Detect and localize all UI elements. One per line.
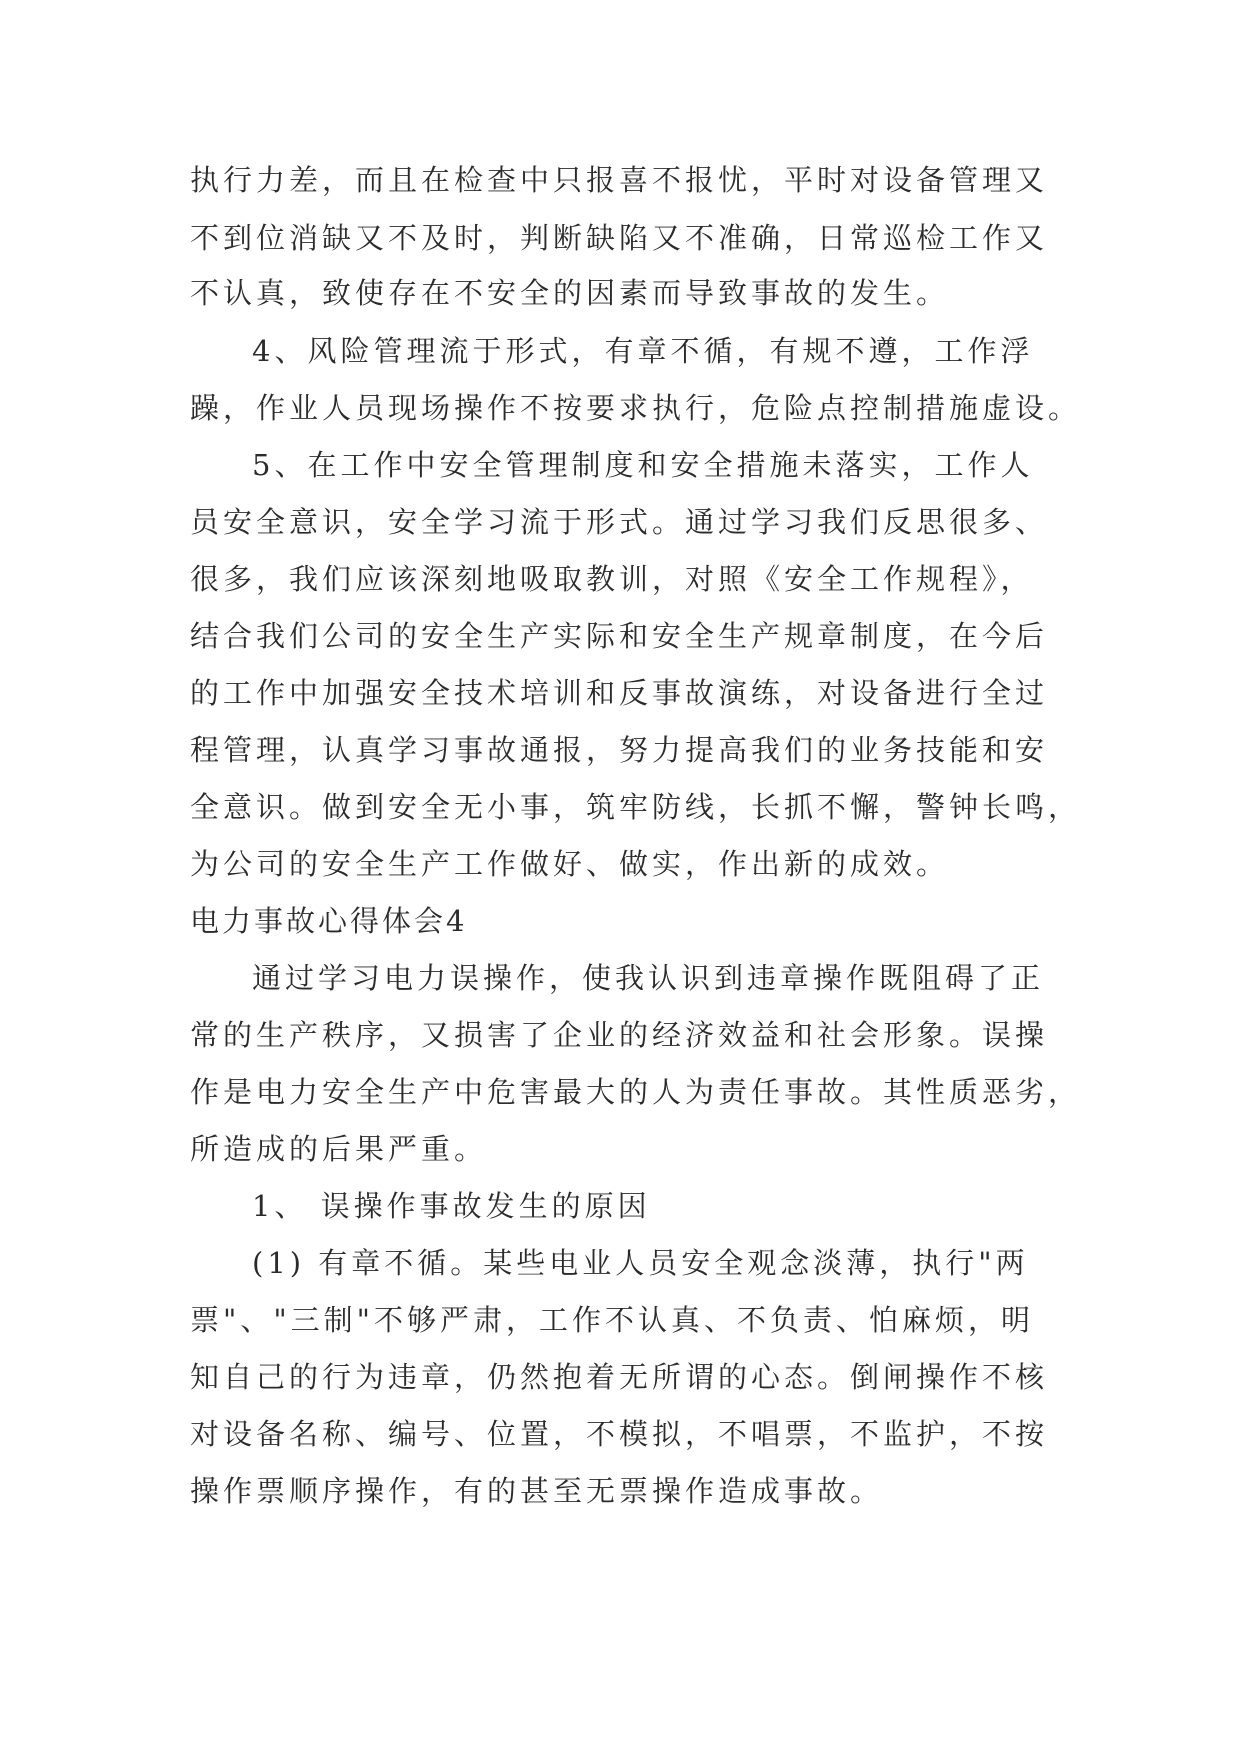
paragraph-start: (1) 有章不循。某些电业人员安全观念淡薄，执行"两 [252, 1246, 1029, 1280]
text-line: 员安全意识，安全学习流于形式。通过学习我们反思很多、 [190, 505, 1049, 539]
subheading: 1、 误操作事故发生的原因 [252, 1189, 651, 1223]
text-line: 操作票顺序操作，有的甚至无票操作造成事故。 [190, 1474, 884, 1508]
text-line: 执行力差，而且在检查中只报喜不报忧，平时对设备管理又 [190, 163, 1049, 197]
text-line: 的工作中加强安全技术培训和反事故演练，对设备进行全过 [190, 676, 1049, 710]
text-line: 作是电力安全生产中危害最大的人为责任事故。其性质恶劣， [190, 1075, 1082, 1109]
section-heading: 电力事故心得体会4 [190, 904, 468, 938]
text-line: 常的生产秩序，又损害了企业的经济效益和社会形象。误操 [190, 1018, 1049, 1052]
text-line: 知自己的行为违章，仍然抱着无所谓的心态。倒闸操作不核 [190, 1360, 1049, 1394]
text-line: 所造成的后果严重。 [190, 1132, 488, 1166]
text-line: 结合我们公司的安全生产实际和安全生产规章制度，在今后 [190, 619, 1049, 653]
text-line: 躁，作业人员现场操作不按要求执行，危险点控制措施虚设。 [190, 391, 1082, 425]
paragraph-start: 5、在工作中安全管理制度和安全措施未落实，工作人 [252, 448, 1034, 482]
text-line: 票"、"三制"不够严肃，工作不认真、不负责、怕麻烦，明 [190, 1303, 1035, 1337]
text-line: 不到位消缺又不及时，判断缺陷又不准确，日常巡检工作又 [190, 221, 1049, 255]
paragraph-start: 4、风险管理流于形式，有章不循，有规不遵，工作浮 [252, 334, 1034, 368]
text-line: 程管理，认真学习事故通报，努力提高我们的业务技能和安 [190, 733, 1049, 767]
paragraph-start: 通过学习电力误操作，使我认识到违章操作既阻碍了正 [252, 961, 1045, 995]
text-line: 对设备名称、编号、位置，不模拟，不唱票，不监护，不按 [190, 1417, 1049, 1451]
text-line: 不认真，致使存在不安全的因素而导致事故的发生。 [190, 276, 950, 310]
text-line: 很多，我们应该深刻地吸取教训，对照《安全工作规程》， [190, 562, 1034, 596]
text-line: 为公司的安全生产工作做好、做实，作出新的成效。 [190, 847, 950, 881]
text-line: 全意识。做到安全无小事，筑牢防线，长抓不懈，警钟长鸣， [190, 790, 1082, 824]
